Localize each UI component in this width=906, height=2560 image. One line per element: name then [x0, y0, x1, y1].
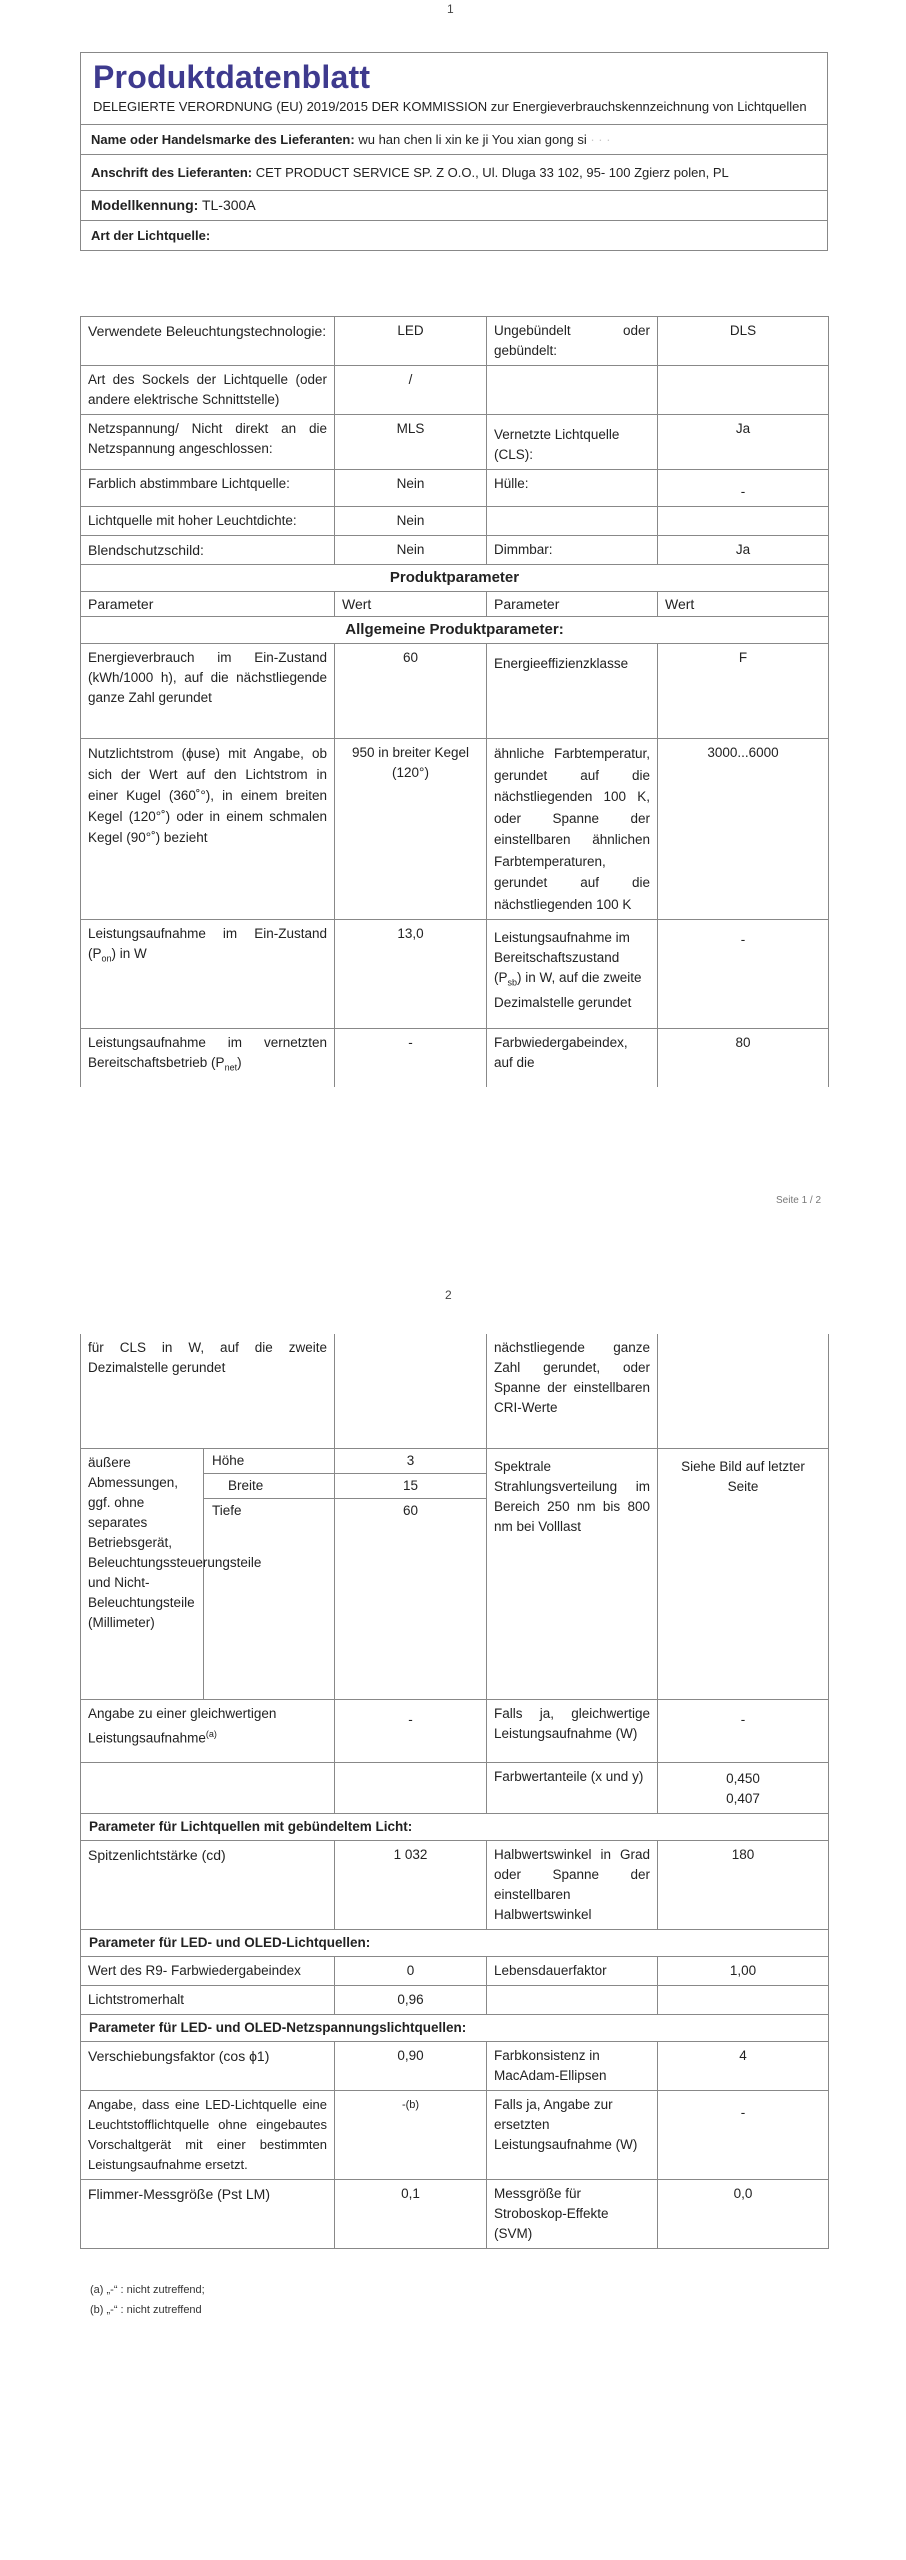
table-row [81, 1930, 829, 1957]
pnet-label-text: Leistungsaufnahme im vernetzten Bereitschaftsbetrieb (P [88, 1035, 327, 1070]
svm-label: Messgröße für Stroboskop-Effekte (SVM) [487, 2180, 658, 2249]
envelope-value: - [658, 470, 829, 507]
psb-label-unit: ) in W, auf die zweite Dezimalstelle gerundet [494, 970, 642, 1010]
col-value-header-2: Wert [658, 592, 829, 617]
psb-value: - [658, 920, 829, 1029]
equiv-w-value: - [658, 1700, 829, 1763]
supplier-name-faded: · · · [590, 132, 611, 147]
width-label: Breite [204, 1474, 334, 1499]
table-row [81, 536, 829, 565]
beam-angle-value: 180 [658, 1841, 829, 1930]
table-row [81, 1841, 829, 1930]
col-param-header-2: Parameter [487, 592, 658, 617]
r9-value: 0 [335, 1957, 487, 1986]
model-row [81, 190, 827, 220]
socket-label: Art des Sockels der Lichtquelle (oder andere elektrische Schnittstelle) [81, 366, 335, 415]
dimmable-label: Dimmbar: [487, 536, 658, 565]
supplier-address-value: CET PRODUCT SERVICE SP. Z O.O., Ul. Dluga 33 102, 95- 100 Zgierz polen, PL [255, 165, 729, 180]
maintenance-value: 0,96 [335, 1986, 487, 2015]
general-params-heading: Allgemeine Produktparameter: [81, 617, 829, 644]
equiv-value: - [335, 1700, 487, 1763]
r9-label: Wert des R9- Farbwiedergabeindex [81, 1957, 335, 1986]
glare-label: Blendschutzschild: [81, 536, 335, 565]
directional-heading: Parameter für Lichtquellen mit gebündeltem Licht: [81, 1814, 829, 1841]
light-type-label: Art der Lichtquelle: [91, 228, 211, 243]
flux-value: 950 in breiter Kegel (120°) [335, 739, 487, 920]
pnet-label-unit: ) [237, 1055, 242, 1070]
table-row [81, 507, 829, 536]
high-luminance-label: Lichtquelle mit hoher Leuchtdichte: [81, 507, 335, 536]
page-title: Produktdatenblatt [93, 59, 371, 95]
maintenance-label: Lichtstromerhalt [81, 1986, 335, 2015]
footnote-a: (a) „-“ : nicht zutreffend; [90, 2284, 205, 2296]
chroma-y: 0,407 [726, 1791, 760, 1806]
dimensions-cell [81, 1449, 335, 1700]
pon-label-text: Leistungsaufnahme im Ein-Zustand (P [88, 926, 327, 961]
table-row [81, 2180, 829, 2249]
svm-value: 0,0 [658, 2180, 829, 2249]
pnet-label-cont: für CLS in W, auf die zweite Dezimalstelle gerundet [81, 1334, 335, 1449]
glare-value: Nein [335, 536, 487, 565]
supplier-name-value: wu han chen li xin ke ji You xian gong si [358, 132, 587, 147]
table-row [81, 565, 829, 592]
supplier-name-label: Name oder Handelsmarke des Lieferanten: [91, 132, 355, 147]
flicker-label: Flimmer-Messgröße (Pst LM) [81, 2180, 335, 2249]
cri-label: Farbwiedergabeindex, auf die [487, 1029, 658, 1088]
tech-label: Verwendete Beleuchtungstechnologie: [81, 317, 335, 366]
table-row [81, 920, 829, 1029]
col-value-header: Wert [335, 592, 487, 617]
model-label: Modellkennung: [91, 197, 199, 213]
unbundled-label: Ungebündelt oder gebündelt: [487, 317, 658, 366]
dimensions-label: äußere Abmessungen, ggf. ohne separates Betriebsgerät, Beleuchtungssteuerungsteile und Nicht-Beleuchtungsteile (Millimeter) [81, 1449, 204, 1699]
energy-value: 60 [335, 644, 487, 739]
beam-angle-label: Halbwertswinkel in Grad oder Spanne der einstellbaren Halbwertswinkel [487, 1841, 658, 1930]
dimensions-values [335, 1449, 487, 1700]
equiv-sup: (a) [205, 1729, 217, 1739]
chroma-values [658, 1763, 829, 1814]
model-value: TL-300A [201, 197, 256, 213]
cls-value: Ja [658, 415, 829, 470]
table-row [81, 2015, 829, 2042]
high-luminance-value: Nein [335, 507, 487, 536]
chroma-label: Farbwertanteile (x und y) [487, 1763, 658, 1814]
pon-value: 13,0 [335, 920, 487, 1029]
datasheet-header [80, 52, 828, 251]
flux-label: Nutzlichtstrom (ϕuse) mit Angabe, ob sich der Wert auf den Lichtstrom in einer Kugel (360˚°), in einem breiten Kegel (120°˚) oder in einem schmalen Kegel (90°˚) bezieht [81, 739, 335, 920]
pnet-sub: net [224, 1062, 238, 1073]
peak-intensity-value: 1 032 [335, 1841, 487, 1930]
depth-value: 60 [402, 1503, 419, 1518]
width-value: 15 [335, 1474, 486, 1499]
table-row [81, 366, 829, 415]
table-row [81, 2042, 829, 2091]
table-row [81, 470, 829, 507]
light-type-row [81, 220, 827, 250]
socket-value: / [335, 366, 487, 415]
depth-label: Tiefe [212, 1503, 242, 1518]
supplier-address-row [81, 154, 827, 190]
envelope-label: Hülle: [487, 470, 658, 507]
table-row [81, 2091, 829, 2180]
dpf-value: 0,90 [335, 2042, 487, 2091]
pon-sub: on [101, 953, 112, 964]
dimmable-value: Ja [658, 536, 829, 565]
replacement-label: Angabe, dass eine LED-Lichtquelle eine Leuchtstofflichtquelle ohne eingebautes Vorschaltgerät mit einer bestimmten Leistungsaufnahme ersetzt. [81, 2091, 335, 2180]
table-row [81, 1986, 829, 2015]
replacement-w-label: Falls ja, Angabe zur ersetzten Leistungsaufnahme (W) [487, 2091, 658, 2180]
table-row [81, 1449, 829, 1700]
peak-intensity-label: Spitzenlichtstärke (cd) [81, 1841, 335, 1930]
table-row [81, 1957, 829, 1986]
col-param-header: Parameter [81, 592, 335, 617]
color-tunable-value: Nein [335, 470, 487, 507]
table-row [81, 644, 829, 739]
led-heading: Parameter für LED- und OLED-Lichtquellen: [81, 1930, 829, 1957]
product-params-table-cont [80, 1334, 829, 2249]
supplier-name-row [81, 124, 827, 154]
energy-class-value: F [658, 644, 829, 739]
light-source-table [80, 316, 829, 1087]
survival-label: Lebensdauerfaktor [487, 1957, 658, 1986]
table-row [81, 1763, 829, 1814]
equiv-w-label: Falls ja, gleichwertige Leistungsaufnahme (W) [487, 1700, 658, 1763]
replacement-w-value: - [658, 2091, 829, 2180]
tech-value: LED [335, 317, 487, 366]
cls-label: Vernetzte Lichtquelle (CLS): [487, 415, 658, 470]
table-row [81, 1700, 829, 1763]
height-label: Höhe [204, 1449, 334, 1474]
table-row [81, 317, 829, 366]
page-number: 1 [447, 2, 454, 16]
pon-label-unit: ) in W [111, 946, 147, 961]
cri-label-cont: nächstliegende ganze Zahl gerundet, oder Spanne der einstellbaren CRI-Werte [487, 1334, 658, 1449]
table-row [81, 1814, 829, 1841]
mains-value: MLS [335, 415, 487, 470]
mains-label: Netzspannung/ Nicht direkt an die Netzspannung angeschlossen: [81, 415, 335, 470]
table-row [81, 1029, 829, 1088]
height-value: 3 [335, 1449, 486, 1474]
dpf-label: Verschiebungsfaktor (cos ϕ1) [81, 2042, 335, 2091]
psb-label-text: Leistungsaufnahme im Bereitschaftszustand (P [494, 930, 630, 985]
energy-class-label: Energieeffizienzklasse [487, 644, 658, 739]
chroma-x: 0,450 [726, 1771, 760, 1786]
cct-value: 3000...6000 [658, 739, 829, 920]
spd-value: Siehe Bild auf letzter Seite [658, 1449, 829, 1700]
cct-label: ähnliche Farbtemperatur, gerundet auf die nächstliegenden 100 K, oder Spanne der einstellbaren ähnlichen Farbtemperaturen, gerundet auf die nächstliegenden 100 K [487, 739, 658, 920]
spd-label: Spektrale Strahlungsverteilung im Bereich 250 nm bis 800 nm bei Volllast [487, 1449, 658, 1700]
table-row [81, 1334, 829, 1449]
survival-value: 1,00 [658, 1957, 829, 1986]
page-footer: Seite 1 / 2 [776, 1195, 822, 1206]
equiv-label [81, 1700, 335, 1763]
product-params-heading: Produktparameter [81, 565, 829, 592]
cri-value: 80 [658, 1029, 829, 1088]
energy-label: Energieverbrauch im Ein-Zustand (kWh/1000 h), auf die nächstliegende ganze Zahl gerundet [81, 644, 335, 739]
equiv-label-text: Angabe zu einer gleichwertigen Leistungsaufnahme [88, 1706, 277, 1746]
table-row [81, 739, 829, 920]
psb-sub: sb [507, 977, 518, 988]
macadam-value: 4 [658, 2042, 829, 2091]
pnet-value: - [335, 1029, 487, 1088]
table-row [81, 617, 829, 644]
macadam-label: Farbkonsistenz in MacAdam-Ellipsen [487, 2042, 658, 2091]
footnote-b: (b) „-“ : nicht zutreffend [90, 2304, 202, 2316]
table-row [81, 592, 829, 617]
replacement-value: -(b) [335, 2091, 487, 2180]
psb-label [487, 920, 658, 1029]
pon-label [81, 920, 335, 1029]
mains-heading: Parameter für LED- und OLED-Netzspannungslichtquellen: [81, 2015, 829, 2042]
supplier-address-label: Anschrift des Lieferanten: [91, 165, 253, 180]
unbundled-value: DLS [658, 317, 829, 366]
pnet-label [81, 1029, 335, 1088]
table-row [81, 415, 829, 470]
flicker-value: 0,1 [335, 2180, 487, 2249]
color-tunable-label: Farblich abstimmbare Lichtquelle: [81, 470, 335, 507]
regulation-subtitle: DELEGIERTE VERORDNUNG (EU) 2019/2015 DER KOMMISSION zur Energieverbrauchskennzeichnung von Lichtquellen [93, 99, 807, 114]
page-number: 2 [445, 1288, 452, 1302]
